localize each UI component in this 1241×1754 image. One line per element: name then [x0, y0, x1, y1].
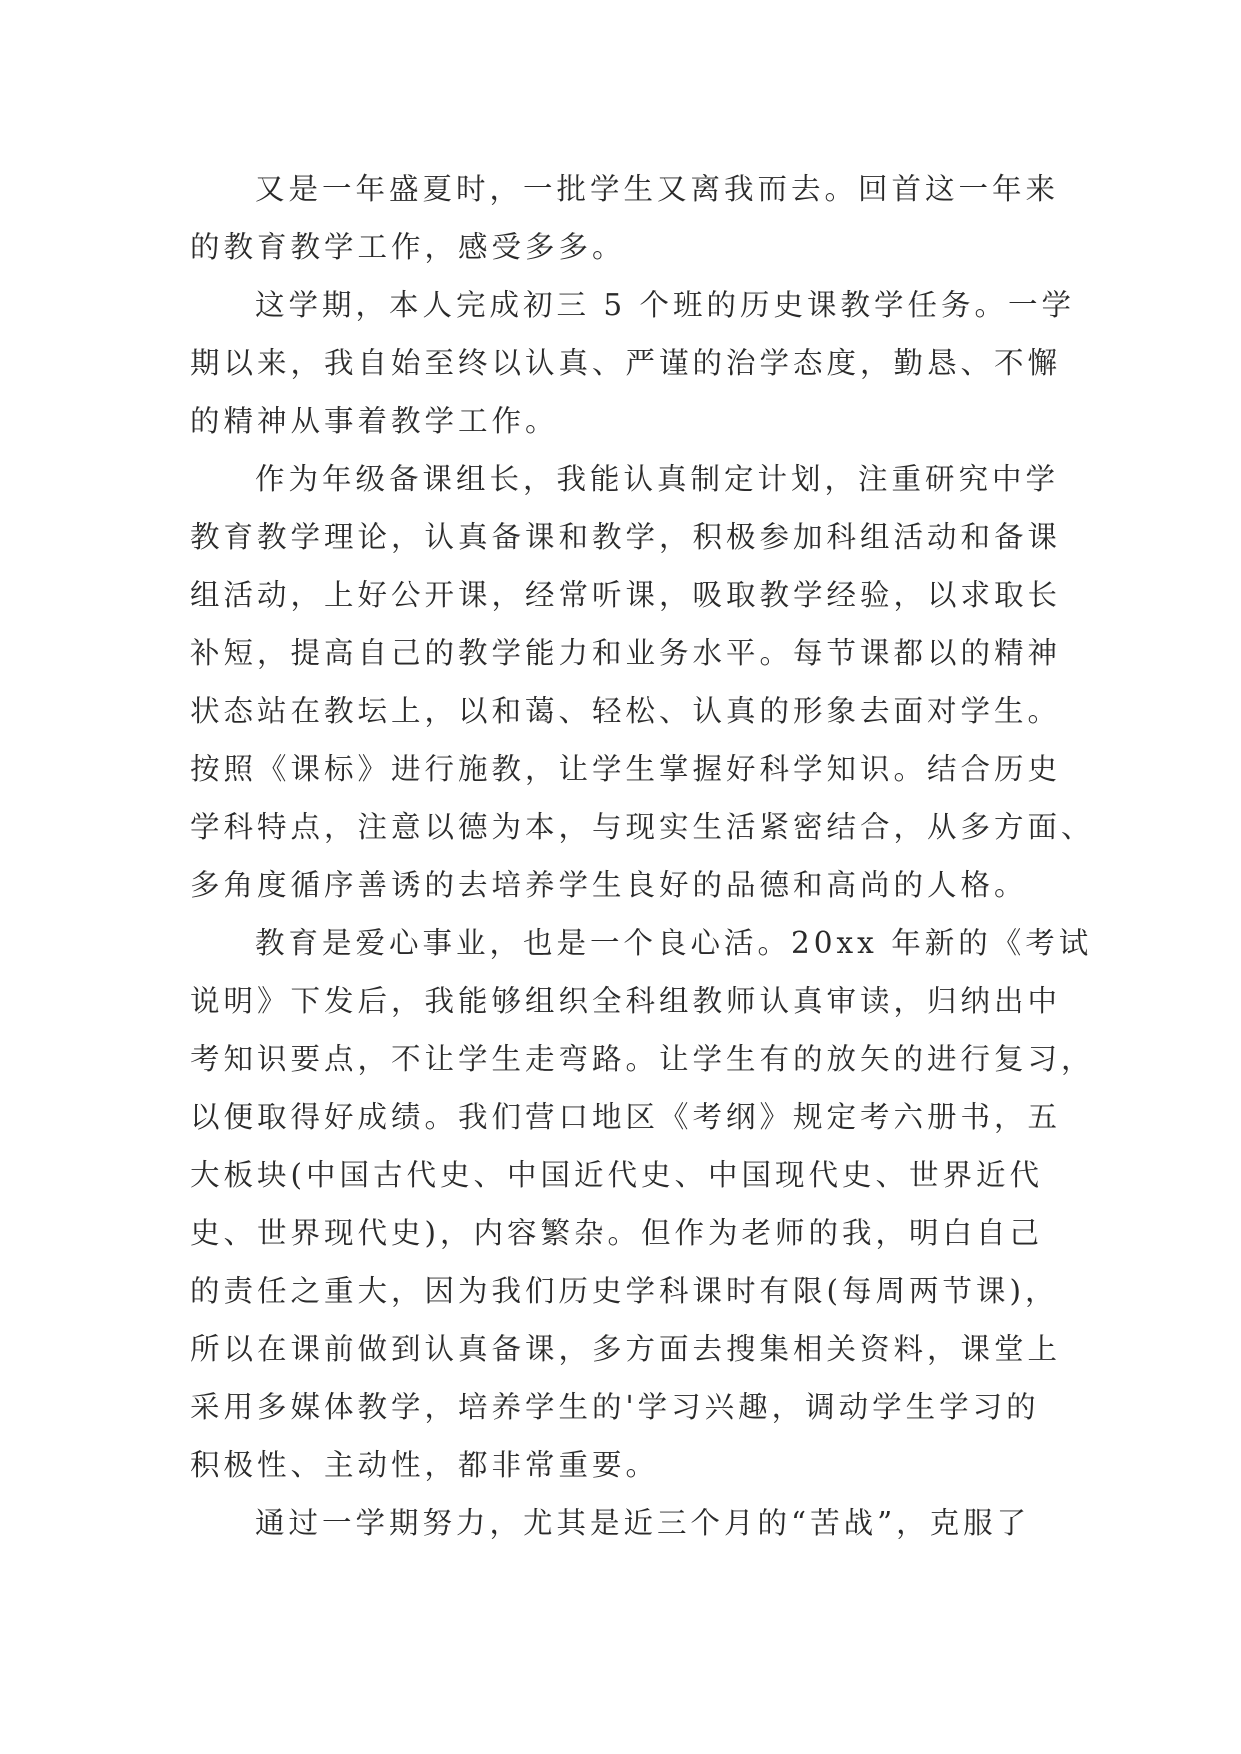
- paragraph-4-line-8: 所以在课前做到认真备课，多方面去搜集相关资料，课堂上: [190, 1332, 1062, 1366]
- paragraph-4-line-2: 说明》下发后，我能够组织全科组教师认真审读，归纳出中: [190, 984, 1062, 1018]
- paragraph-2-line-3: 的精神从事着教学工作。: [190, 404, 559, 438]
- paragraph-4-line-7: 的责任之重大，因为我们历史学科课时有限(每周两节课)，: [190, 1274, 1059, 1308]
- paragraph-4-line-10: 积极性、主动性，都非常重要。: [190, 1448, 660, 1482]
- paragraph-3-line-6: 按照《课标》进行施教，让学生掌握好科学知识。结合历史: [190, 752, 1062, 786]
- paragraph-3-line-5: 状态站在教坛上，以和蔼、轻松、认真的形象去面对学生。: [190, 694, 1062, 728]
- paragraph-3-line-4: 补短，提高自己的教学能力和业务水平。每节课都以的精神: [190, 636, 1062, 670]
- paragraph-4-line-9: 采用多媒体教学，培养学生的'学习兴趣，调动学生学习的: [190, 1390, 1040, 1424]
- paragraph-1-line-1: 又是一年盛夏时，一批学生又离我而去。回首这一年来: [255, 172, 1060, 206]
- paragraph-4-line-1: 教育是爱心事业，也是一个良心活。20xx 年新的《考试: [255, 926, 1093, 960]
- document-body: [190, 160, 1095, 1552]
- paragraph-4-line-5: 大板块(中国古代史、中国近代史、中国现代史、世界近代: [190, 1158, 1044, 1192]
- paragraph-3-line-8: 多角度循序善诱的去培养学生良好的品德和高尚的人格。: [190, 868, 1028, 902]
- paragraph-4-line-3: 考知识要点，不让学生走弯路。让学生有的放矢的进行复习，: [190, 1042, 1095, 1076]
- paragraph-1-line-2: 的教育教学工作，感受多多。: [190, 230, 626, 264]
- paragraph-4-line-6: 史、世界现代史)，内容繁杂。但作为老师的我，明白自己: [190, 1216, 1044, 1250]
- paragraph-2-line-2: 期以来，我自始至终以认真、严谨的治学态度，勤恳、不懈: [190, 346, 1062, 380]
- paragraph-3-line-3: 组活动，上好公开课，经常听课，吸取教学经验，以求取长: [190, 578, 1062, 612]
- paragraph-5-line-1: 通过一学期努力，尤其是近三个月的“苦战”，克服了: [255, 1506, 1031, 1540]
- paragraph-2-line-1: 这学期，本人完成初三 5 个班的历史课教学任务。一学: [255, 288, 1076, 322]
- paragraph-3-line-7: 学科特点，注意以德为本，与现实生活紧密结合，从多方面、: [190, 810, 1095, 844]
- paragraph-4-line-4: 以便取得好成绩。我们营口地区《考纲》规定考六册书，五: [190, 1100, 1062, 1134]
- paragraph-3-line-2: 教育教学理论，认真备课和教学，积极参加科组活动和备课: [190, 520, 1062, 554]
- paragraph-3-line-1: 作为年级备课组长，我能认真制定计划，注重研究中学: [255, 462, 1060, 496]
